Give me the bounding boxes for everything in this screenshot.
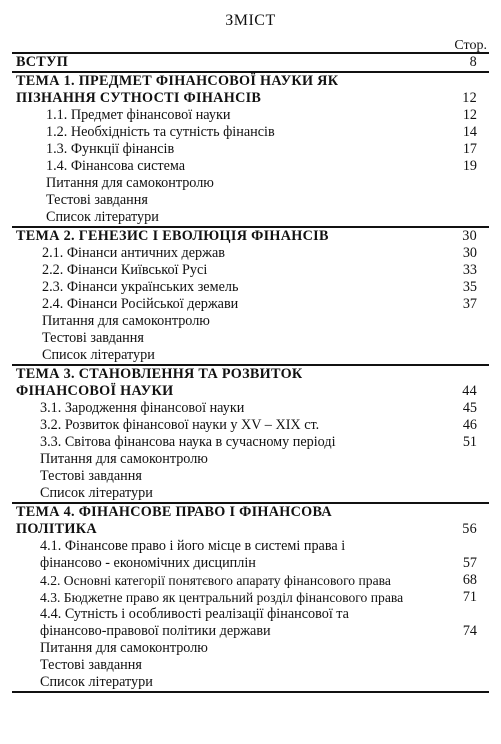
toc-page-number: 33 (462, 262, 477, 278)
toc-entry-text: фінансово-правової політики держави (40, 623, 271, 639)
toc-entry-text: 1.1. Предмет фінансової науки (46, 107, 231, 123)
toc-entry-text: Список літератури (40, 674, 153, 690)
toc-entry-text: Список літератури (40, 485, 153, 501)
toc-entry-text: 2.1. Фінанси античних держав (42, 245, 225, 261)
toc-entry-row[interactable] (12, 330, 489, 347)
toc-page-number: 71 (462, 589, 477, 605)
toc-entry-row[interactable] (12, 589, 489, 606)
toc-entry-row[interactable] (12, 572, 489, 589)
toc-entry-text: ВСТУП (16, 54, 69, 70)
toc-entry-text: 4.4. Сутність і особливості реалізації фінансової та (40, 606, 349, 622)
toc-entry-text: Список літератури (46, 209, 159, 225)
toc-entry-text: Питання для самоконтролю (46, 175, 214, 191)
toc-entry-text: 2.2. Фінанси Київської Русі (42, 262, 208, 278)
toc-section (12, 71, 489, 226)
toc-entry-text: 1.2. Необхідність та сутність фінансів (46, 124, 275, 140)
toc-entry-text: ТЕМА 1. ПРЕДМЕТ ФІНАНСОВОЇ НАУКИ ЯК (16, 73, 339, 89)
toc-entry-text: ПОЛІТИКА (16, 521, 97, 537)
toc-heading-row[interactable] (12, 90, 489, 107)
toc-entry-text: Тестові завдання (40, 468, 142, 484)
toc-section (12, 364, 489, 502)
page-title: ЗМІСТ (225, 12, 276, 29)
toc-page-number: 17 (462, 141, 477, 157)
toc-entry-row[interactable] (12, 158, 489, 175)
toc-entry-text: 1.3. Функції фінансів (46, 141, 175, 157)
toc-page-number: 12 (462, 107, 477, 123)
toc-entry-row[interactable] (12, 245, 489, 262)
toc-section (12, 52, 489, 71)
toc-page-number: 68 (462, 572, 477, 588)
toc-entry-text: 2.3. Фінанси українських земель (42, 279, 239, 295)
toc-page-number: 56 (462, 521, 477, 537)
toc-section (12, 226, 489, 364)
toc-page-number: 51 (462, 434, 477, 450)
toc-page-number: 14 (462, 124, 477, 140)
toc-entry-row[interactable] (12, 417, 489, 434)
toc-page-number: 46 (462, 417, 477, 433)
toc-entry-text: 4.3. Бюджетне право як центральний розділ фінансового права (40, 590, 404, 605)
toc-page-number: 44 (462, 383, 477, 399)
toc-entry-row[interactable] (12, 296, 489, 313)
toc-entry-text: Питання для самоконтролю (42, 313, 210, 329)
toc-entry-text: Тестові завдання (40, 657, 142, 673)
toc-page-number: 30 (462, 228, 477, 244)
toc-entry-row[interactable] (12, 107, 489, 124)
table-of-contents (12, 52, 489, 693)
toc-entry-row[interactable] (12, 141, 489, 158)
toc-entry-text: 2.4. Фінанси Російської держави (42, 296, 239, 312)
toc-heading-row[interactable] (12, 228, 489, 245)
toc-entry-text: Тестові завдання (42, 330, 144, 346)
toc-entry-text: 3.3. Світова фінансова наука в сучасному періоді (40, 434, 336, 450)
toc-entry-text: ПІЗНАННЯ СУТНОСТІ ФІНАНСІВ (16, 90, 262, 106)
toc-entry-text: Список літератури (42, 347, 155, 363)
toc-section (12, 502, 489, 693)
toc-entry-row[interactable] (12, 434, 489, 451)
toc-entry-text: 3.1. Зародження фінансової науки (40, 400, 245, 416)
toc-entry-row[interactable] (12, 313, 489, 330)
toc-page-number: 45 (462, 400, 477, 416)
toc-entry-row[interactable] (12, 538, 489, 555)
toc-entry-text: 3.2. Розвиток фінансової науки у XV – XIX ст. (40, 417, 320, 433)
toc-entry-text: ТЕМА 2. ГЕНЕЗИС І ЕВОЛЮЦІЯ ФІНАНСІВ (16, 228, 329, 244)
toc-entry-text: фінансово - економічних дисциплін (40, 555, 256, 571)
toc-entry-row[interactable] (12, 485, 489, 502)
toc-page-number: 57 (462, 555, 477, 571)
toc-page-number: 74 (462, 623, 477, 639)
toc-heading-row[interactable] (12, 366, 489, 383)
toc-entry-row[interactable] (12, 279, 489, 296)
pages-column-header: Стор. (454, 38, 487, 53)
toc-heading-row[interactable] (12, 383, 489, 400)
toc-entry-row[interactable] (12, 451, 489, 468)
toc-entry-text: 4.2. Основні категорії понятєвого апарату фінансового права (40, 573, 391, 588)
toc-entry-row[interactable] (12, 124, 489, 141)
toc-entry-row[interactable] (12, 657, 489, 674)
toc-entry-row[interactable] (12, 623, 489, 640)
toc-entry-row[interactable] (12, 175, 489, 192)
toc-entry-row[interactable] (12, 606, 489, 623)
toc-entry-row[interactable] (12, 468, 489, 485)
toc-entry-row[interactable] (12, 674, 489, 691)
toc-entry-text: Питання для самоконтролю (40, 640, 208, 656)
toc-entry-text: ТЕМА 3. СТАНОВЛЕННЯ ТА РОЗВИТОК (16, 366, 303, 382)
toc-heading-row[interactable] (12, 521, 489, 538)
toc-entry-row[interactable] (12, 640, 489, 657)
toc-entry-row[interactable] (12, 192, 489, 209)
toc-page-number: 37 (462, 296, 477, 312)
toc-entry-text: ФІНАНСОВОЇ НАУКИ (16, 383, 174, 399)
toc-page-number: 12 (462, 90, 477, 106)
toc-heading-row[interactable] (12, 504, 489, 521)
toc-page-number: 35 (462, 279, 477, 295)
toc-entry-text: ТЕМА 4. ФІНАНСОВЕ ПРАВО І ФІНАНСОВА (16, 504, 332, 520)
toc-page-number: 30 (462, 245, 477, 261)
toc-entry-row[interactable] (12, 555, 489, 572)
toc-entry-text: Тестові завдання (46, 192, 148, 208)
toc-entry-text: 1.4. Фінансова система (46, 158, 186, 174)
toc-page-number: 8 (469, 54, 477, 70)
toc-entry-row[interactable] (12, 209, 489, 226)
toc-entry-text: 4.1. Фінансове право і його місце в системі права і (40, 538, 346, 554)
toc-entry-row[interactable] (12, 347, 489, 364)
toc-entry-row[interactable] (12, 400, 489, 417)
toc-entry-row[interactable] (12, 262, 489, 279)
toc-entry-text: Питання для самоконтролю (40, 451, 208, 467)
toc-page-number: 19 (462, 158, 477, 174)
toc-heading-row[interactable] (12, 54, 489, 71)
toc-heading-row[interactable] (12, 73, 489, 90)
